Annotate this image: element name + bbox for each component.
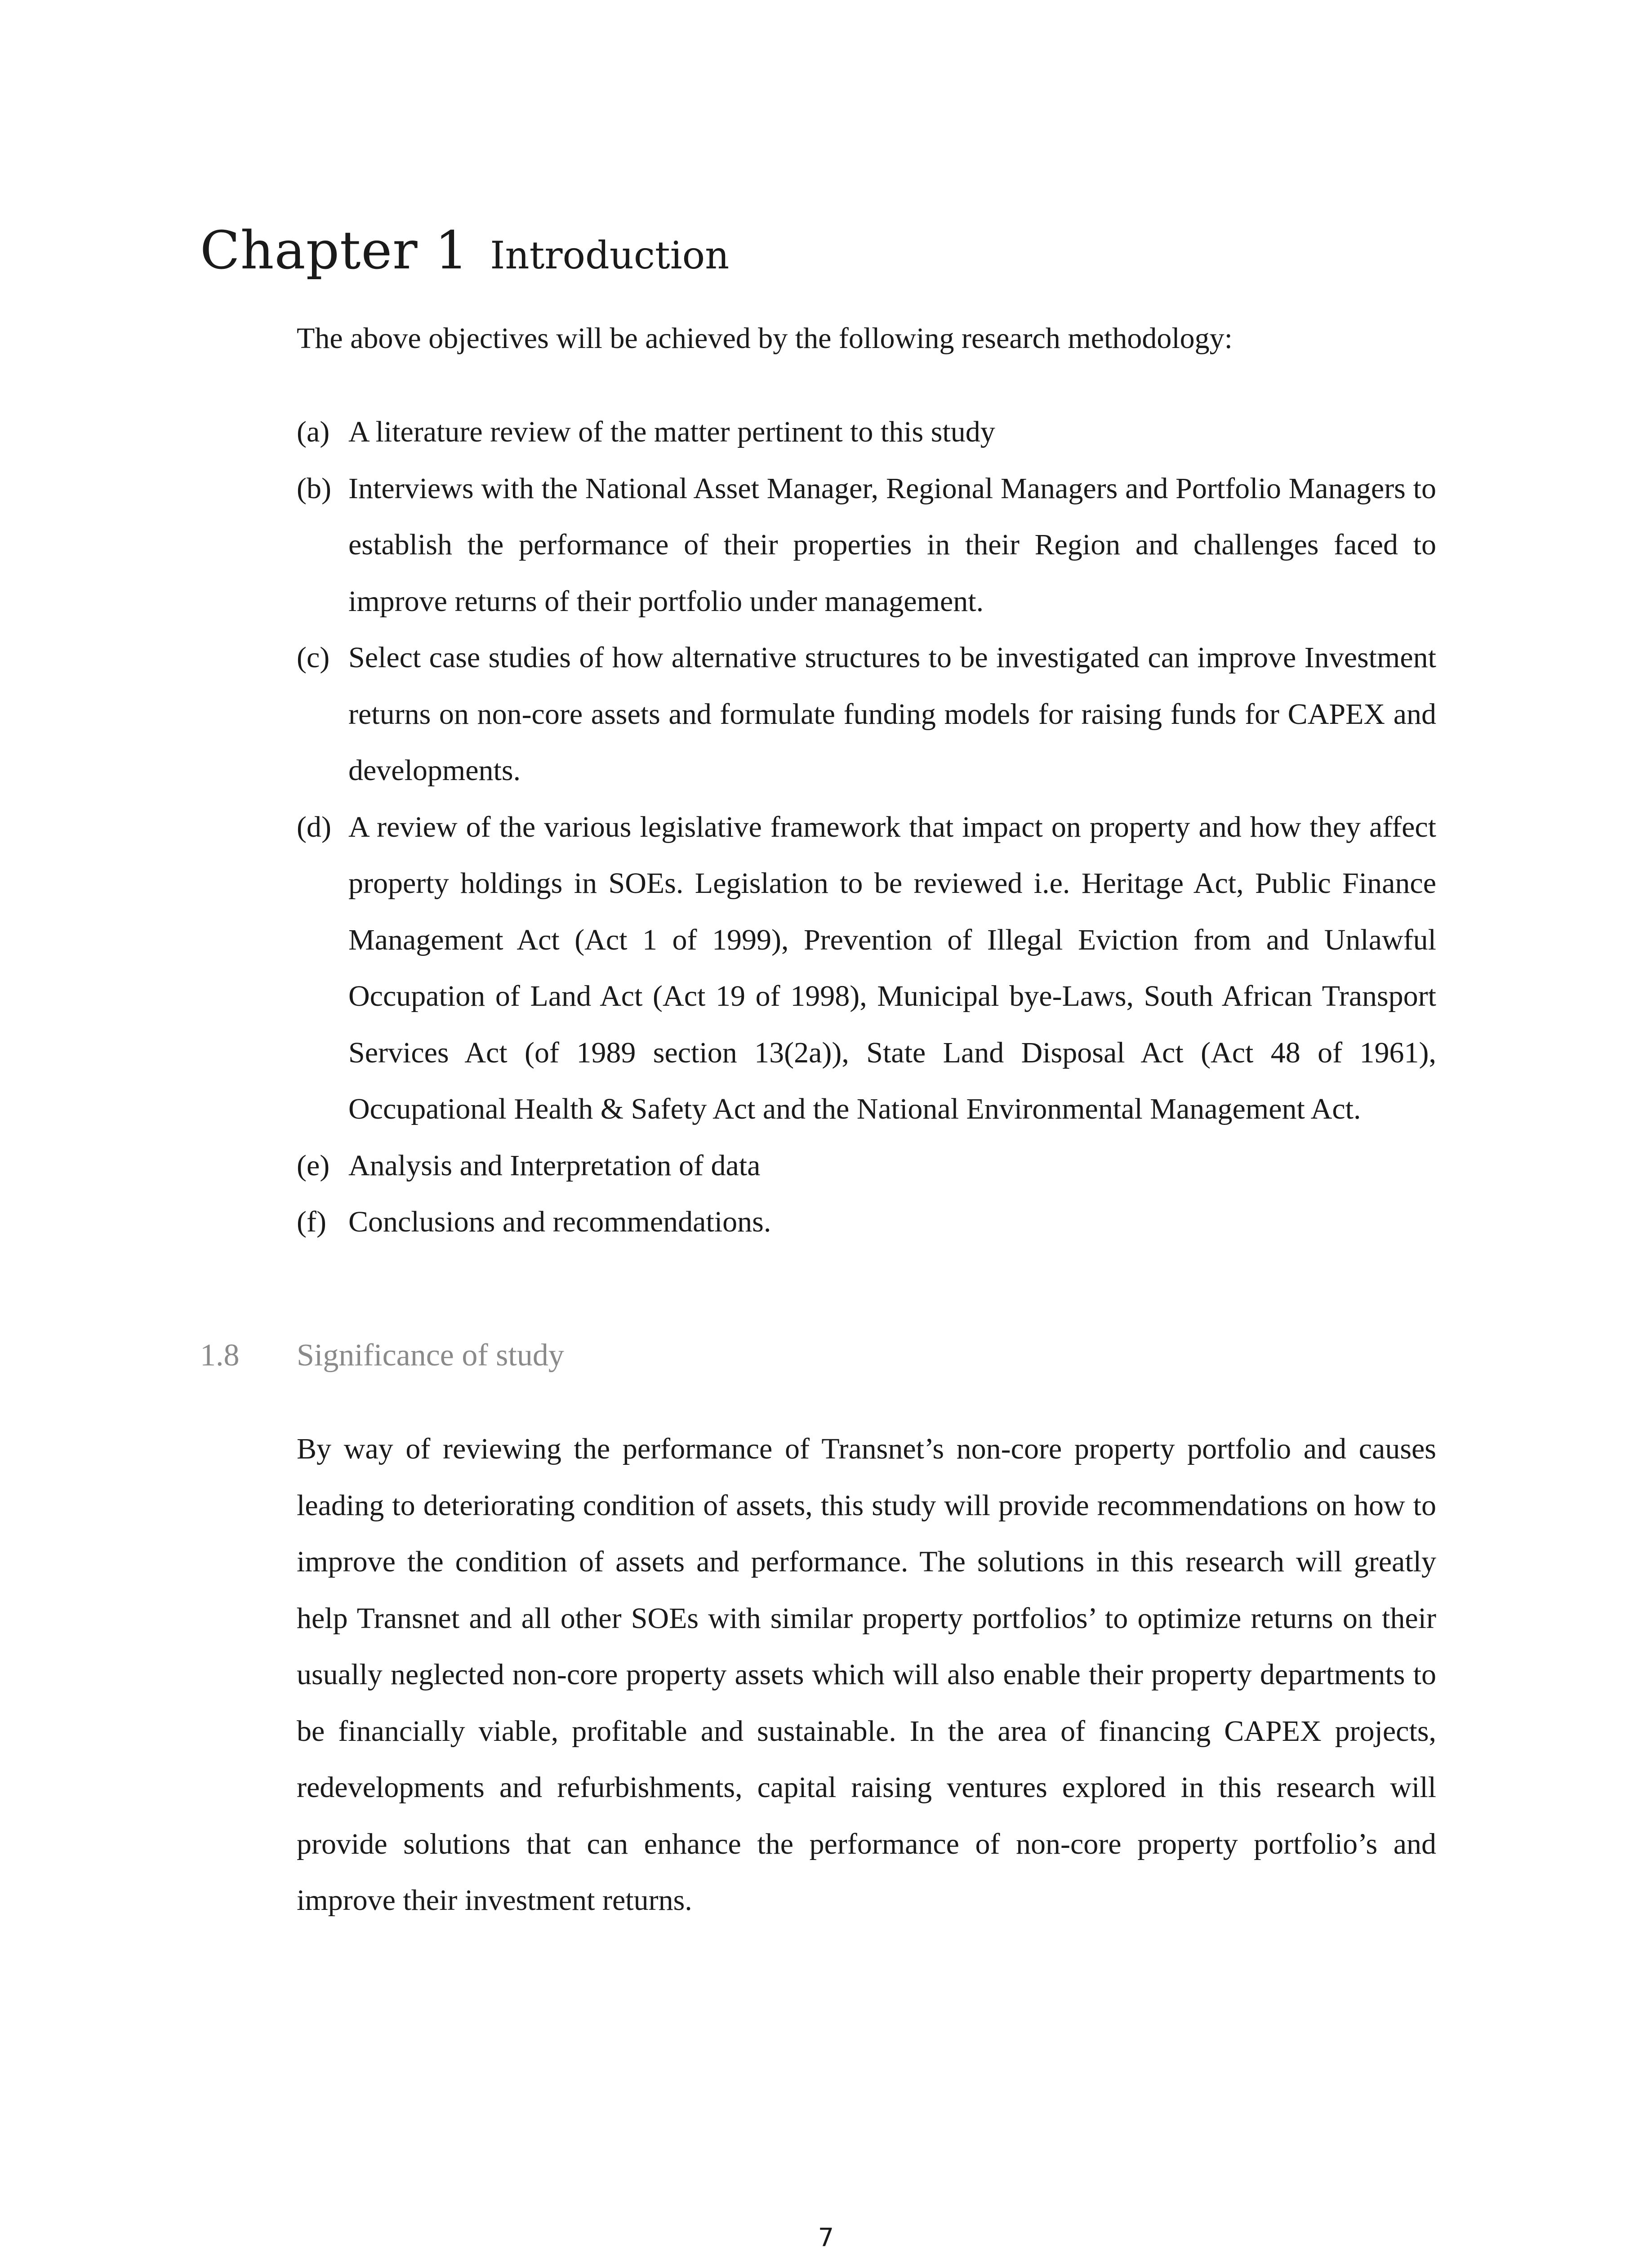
methodology-list xyxy=(297,404,1436,1250)
list-item-text: Analysis and Interpretation of data xyxy=(348,1149,761,1182)
section-number: 1.8 xyxy=(200,1338,240,1373)
section-title: Significance of study xyxy=(297,1338,564,1373)
chapter-heading xyxy=(200,220,729,281)
section-heading xyxy=(200,1338,564,1374)
methodology-item-d xyxy=(297,799,1436,1137)
list-marker: (e) xyxy=(297,1149,330,1182)
list-item-text: A literature review of the matter pertinent to this study xyxy=(348,415,995,448)
list-item-text: Interviews with the National Asset Manager, Regional Managers and Portfolio Managers to establish the performance of their properties in their Region and challenges faced to improve returns of their portfolio under management. xyxy=(348,472,1436,618)
list-item-text: Conclusions and recommendations. xyxy=(348,1205,771,1238)
methodology-item-b xyxy=(297,460,1436,630)
significance-paragraph: By way of reviewing the performance of Transnet’s non-core property portfolio and causes leading to deteriorating condition of assets, this study will provide recommendations on how to improve the condition of assets and performance. The solutions in this research will greatly help Transnet and all other SOEs with similar property portfolios’ to optimize returns on their usually neglected non-core property assets which will also enable their property departments to be financially viable, profitable and sustainable. In the area of financing CAPEX projects, redevelopments and refurbishments, capital raising ventures explored in this research will provide solutions that can enhance the performance of non-core property portfolio’s and improve their investment returns. xyxy=(297,1432,1436,1917)
methodology-item-a xyxy=(297,404,1436,460)
methodology-item-f xyxy=(297,1194,1436,1250)
list-marker: (f) xyxy=(297,1205,326,1238)
page-number: 7 xyxy=(818,2223,834,2248)
chapter-title: Introduction xyxy=(490,233,730,277)
chapter-label: Chapter 1 xyxy=(200,220,469,281)
list-item-text: Select case studies of how alternative structures to be investigated can improve Investment returns on non-core assets and formulate funding models for raising funds for CAPEX and developments. xyxy=(348,641,1436,787)
methodology-intro: The above objectives will be achieved by the following research methodology: xyxy=(297,322,1233,355)
list-marker: (b) xyxy=(297,472,331,505)
list-item-text: A review of the various legislative framework that impact on property and how they affect property holdings in SOEs. Legislation to be reviewed i.e. Heritage Act, Public Finance Management Act (Act 1 of 1999), Prevention of Illegal Eviction from and Unlawful Occupation of Land Act (Act 19 of 1998), Municipal bye-Laws, South African Transport Services Act (of 1989 section 13(2a)), State Land Disposal Act (Act 48 of 1961), Occupational Health & Safety Act and the National Environmental Management Act. xyxy=(348,810,1436,1125)
list-marker: (d) xyxy=(297,810,331,843)
list-marker: (c) xyxy=(297,641,330,674)
methodology-item-c xyxy=(297,629,1436,799)
methodology-item-e xyxy=(297,1137,1436,1194)
list-marker: (a) xyxy=(297,415,330,448)
